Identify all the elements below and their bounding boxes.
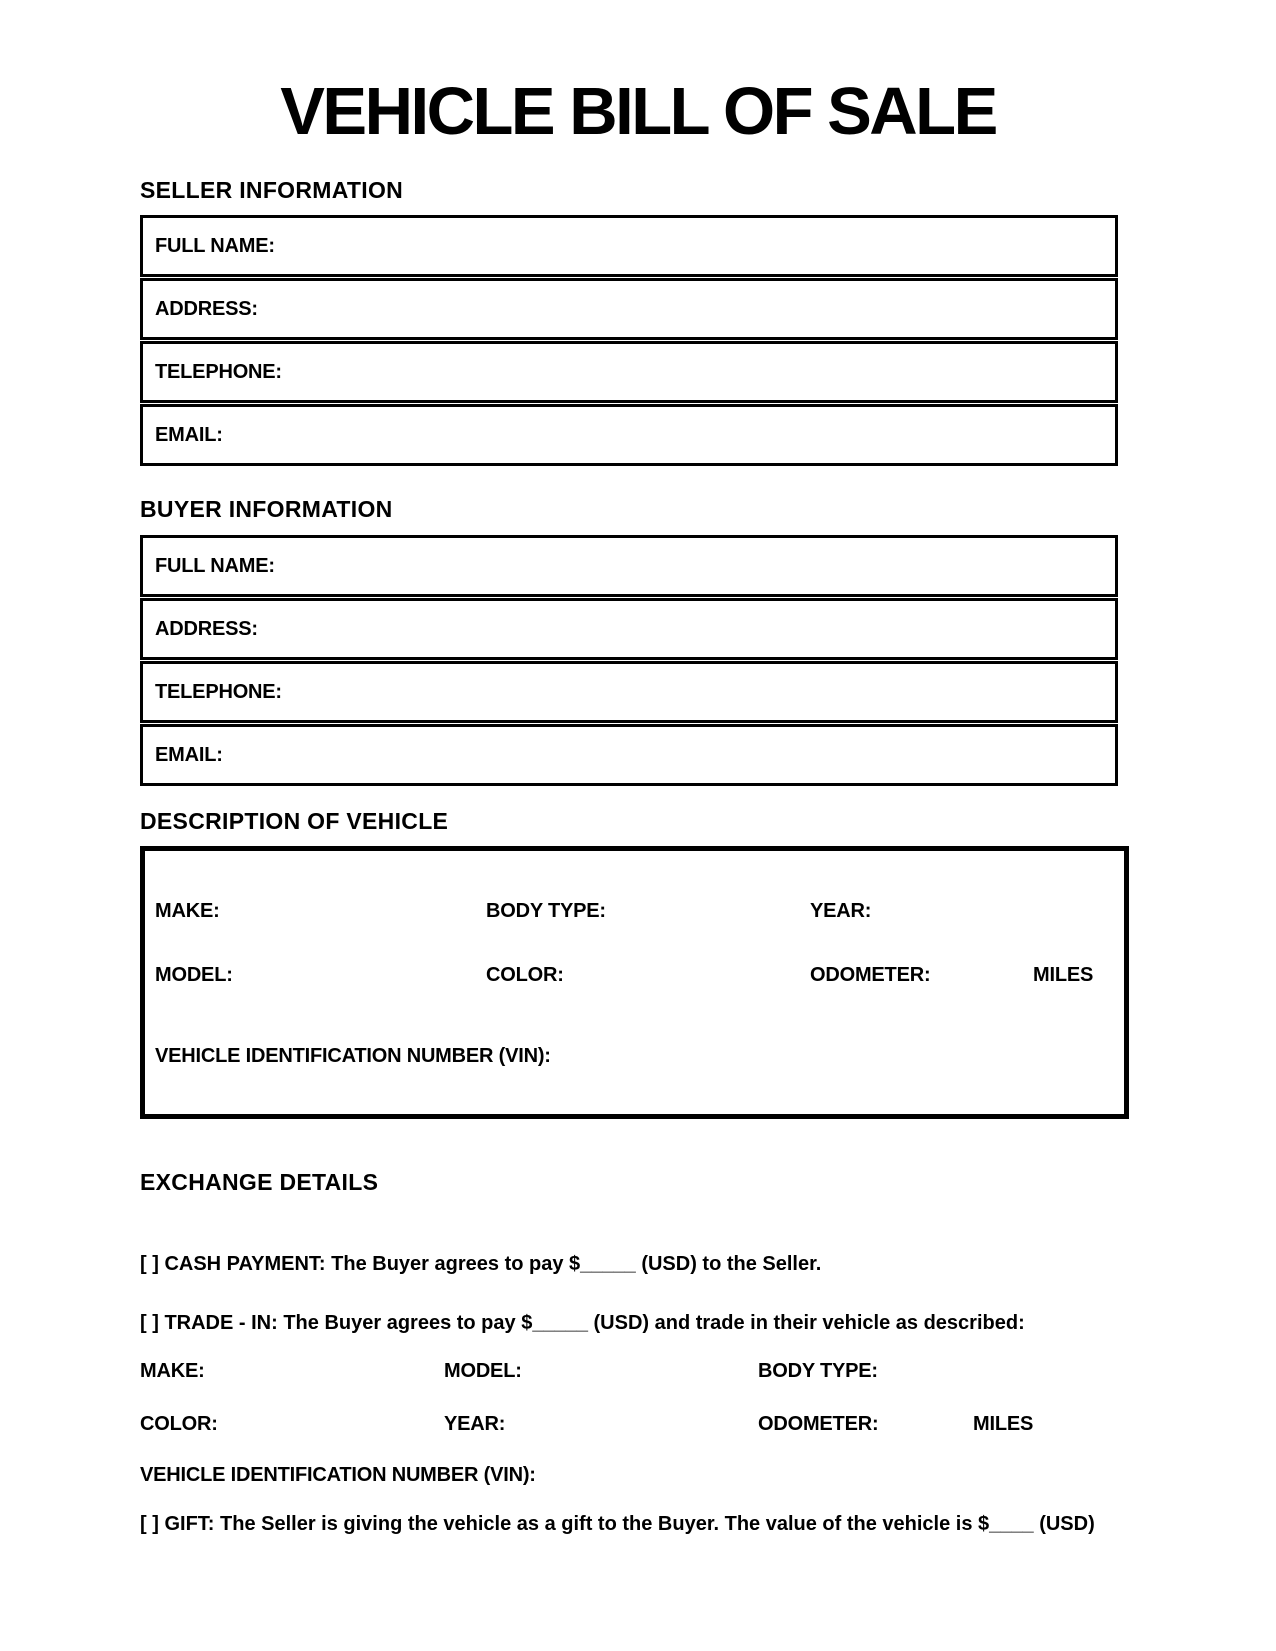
cash-payment-checkbox[interactable]: [ ]: [140, 1253, 159, 1275]
seller-section-heading: SELLER INFORMATION: [140, 177, 404, 203]
vehicle-body-type-field[interactable]: [486, 901, 810, 922]
vehicle-color-label: COLOR:: [486, 964, 564, 986]
gift-checkbox[interactable]: [ ]: [140, 1513, 159, 1535]
trade-vin-field[interactable]: [140, 1465, 1124, 1486]
trade-miles-unit: [973, 1414, 1124, 1435]
vehicle-row-1: [155, 901, 1119, 922]
buyer-section-heading: BUYER INFORMATION: [140, 496, 393, 522]
trade-year-field[interactable]: [444, 1414, 758, 1435]
trade-make-label: MAKE:: [140, 1360, 205, 1382]
trade-model-field[interactable]: [444, 1361, 758, 1382]
trade-vehicle-row-1: [140, 1361, 1124, 1382]
vehicle-body-type-label: BODY TYPE:: [486, 900, 606, 922]
vehicle-year-label: YEAR:: [810, 900, 872, 922]
vehicle-vin-field[interactable]: [155, 1046, 1119, 1067]
vehicle-model-label: MODEL:: [155, 964, 233, 986]
buyer-address-field[interactable]: [140, 598, 1118, 660]
trade-in-option: [140, 1313, 1124, 1333]
cash-payment-label: CASH PAYMENT:: [164, 1253, 326, 1275]
cash-payment-text: The Buyer agrees to pay $_____ (USD) to the Seller.: [331, 1253, 822, 1275]
buyer-address-label: ADDRESS:: [155, 618, 258, 640]
trade-in-label: TRADE - IN:: [164, 1312, 278, 1334]
seller-address-label: ADDRESS:: [155, 298, 258, 320]
gift-label: GIFT:: [164, 1513, 215, 1535]
gift-text: The Seller is giving the vehicle as a gift to the Buyer. The value of the vehicle is $____ (USD): [220, 1513, 1095, 1535]
seller-telephone-label: TELEPHONE:: [155, 361, 282, 383]
buyer-telephone-label: TELEPHONE:: [155, 681, 282, 703]
buyer-full-name-label: FULL NAME:: [155, 555, 275, 577]
trade-vin-label: VEHICLE IDENTIFICATION NUMBER (VIN):: [140, 1464, 536, 1486]
vehicle-vin-label: VEHICLE IDENTIFICATION NUMBER (VIN):: [155, 1045, 551, 1067]
trade-make-field[interactable]: [140, 1361, 444, 1382]
vehicle-make-label: MAKE:: [155, 900, 220, 922]
vehicle-odometer-field[interactable]: [810, 965, 1033, 986]
trade-model-label: MODEL:: [444, 1360, 522, 1382]
buyer-telephone-field[interactable]: [140, 661, 1118, 723]
exchange-section-heading: EXCHANGE DETAILS: [140, 1169, 379, 1195]
seller-telephone-field[interactable]: [140, 341, 1118, 403]
vehicle-year-field[interactable]: [810, 901, 1119, 922]
vehicle-description-box: [140, 846, 1129, 1119]
vehicle-miles-label: MILES: [1033, 964, 1094, 986]
trade-body-type-label: BODY TYPE:: [758, 1360, 878, 1382]
page-title: VEHICLE BILL OF SALE: [280, 74, 996, 149]
trade-year-label: YEAR:: [444, 1413, 506, 1435]
trade-odometer-label: ODOMETER:: [758, 1413, 879, 1435]
trade-in-checkbox[interactable]: [ ]: [140, 1312, 159, 1334]
trade-miles-label: MILES: [973, 1413, 1034, 1435]
buyer-info-table: [140, 535, 1118, 786]
vehicle-section-heading: DESCRIPTION OF VEHICLE: [140, 808, 449, 834]
vehicle-odometer-label: ODOMETER:: [810, 964, 931, 986]
seller-full-name-label: FULL NAME:: [155, 235, 275, 257]
seller-full-name-field[interactable]: [140, 215, 1118, 277]
trade-in-text: The Buyer agrees to pay $_____ (USD) and trade in their vehicle as described:: [283, 1312, 1025, 1334]
seller-email-label: EMAIL:: [155, 424, 223, 446]
seller-address-field[interactable]: [140, 278, 1118, 340]
seller-email-field[interactable]: [140, 404, 1118, 466]
trade-color-field[interactable]: [140, 1414, 444, 1435]
trade-color-label: COLOR:: [140, 1413, 218, 1435]
vehicle-color-field[interactable]: [486, 965, 810, 986]
buyer-full-name-field[interactable]: [140, 535, 1118, 597]
trade-odometer-field[interactable]: [758, 1414, 973, 1435]
trade-vehicle-row-2: [140, 1414, 1124, 1435]
trade-body-type-field[interactable]: [758, 1361, 1124, 1382]
cash-payment-option: [140, 1254, 1124, 1274]
buyer-email-field[interactable]: [140, 724, 1118, 786]
document-content: [140, 179, 1124, 1534]
vehicle-model-field[interactable]: [155, 965, 486, 986]
vehicle-make-field[interactable]: [155, 901, 486, 922]
seller-info-table: [140, 215, 1118, 466]
vehicle-miles-unit: [1033, 965, 1119, 986]
buyer-email-label: EMAIL:: [155, 744, 223, 766]
vehicle-row-2: [155, 965, 1119, 986]
gift-option: [140, 1514, 1124, 1534]
